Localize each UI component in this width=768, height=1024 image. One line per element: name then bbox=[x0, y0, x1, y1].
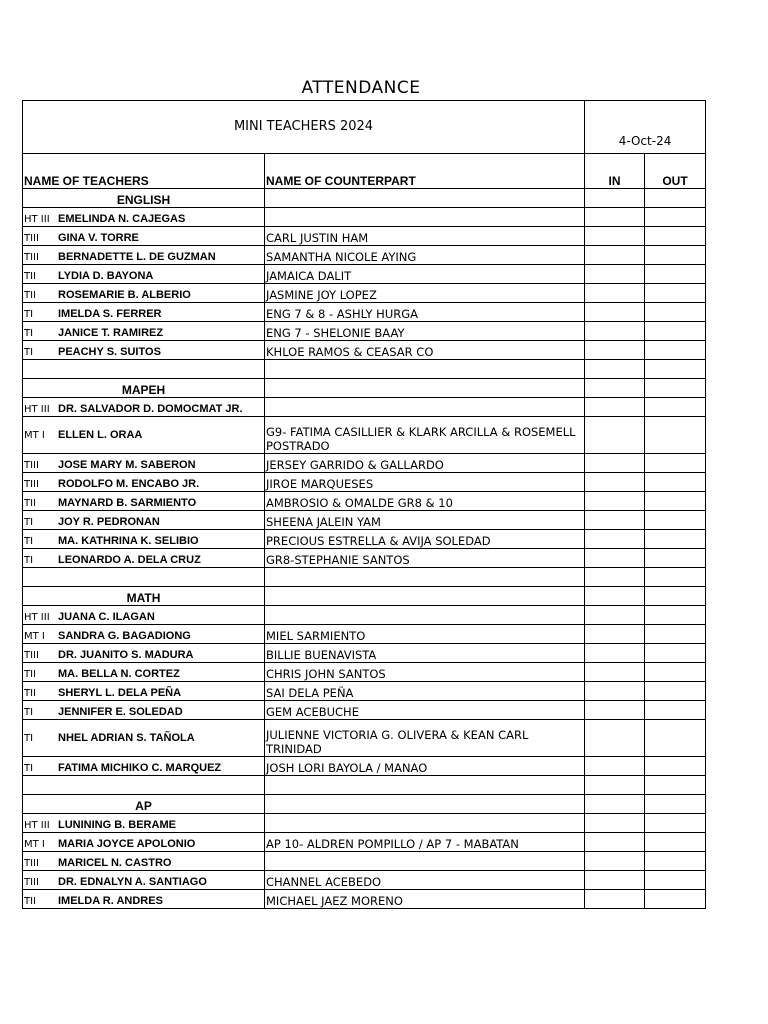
table-row bbox=[23, 284, 706, 303]
counterpart-cell: CHRIS JOHN SANTOS bbox=[265, 663, 585, 682]
teacher-cell bbox=[23, 341, 265, 360]
teacher-rank: TIII bbox=[24, 650, 39, 661]
table-row bbox=[23, 511, 706, 530]
table-row bbox=[23, 871, 706, 890]
in-cell[interactable] bbox=[585, 701, 645, 720]
out-cell[interactable] bbox=[645, 341, 706, 360]
out-cell[interactable] bbox=[645, 606, 706, 625]
teacher-name: DR. JUANITO S. MADURA bbox=[58, 649, 194, 661]
teacher-rank: TIII bbox=[24, 479, 39, 490]
teacher-cell bbox=[23, 398, 265, 417]
teacher-cell bbox=[23, 265, 265, 284]
empty-cell bbox=[265, 379, 585, 398]
blank-row bbox=[23, 776, 706, 795]
teacher-name: MA. BELLA N. CORTEZ bbox=[58, 668, 180, 680]
empty-cell bbox=[23, 360, 265, 379]
counterpart-cell: JULIENNE VICTORIA G. OLIVERA & KEAN CARL TRINIDAD bbox=[265, 720, 585, 757]
out-cell[interactable] bbox=[645, 720, 706, 757]
empty-cell bbox=[585, 189, 645, 208]
section-row bbox=[23, 795, 706, 814]
out-column-header: OUT bbox=[645, 154, 706, 189]
in-cell[interactable] bbox=[585, 757, 645, 776]
table-row bbox=[23, 625, 706, 644]
teacher-name: BERNADETTE L. DE GUZMAN bbox=[58, 251, 216, 263]
empty-cell bbox=[265, 795, 585, 814]
counterpart-cell: PRECIOUS ESTRELLA & AVIJA SOLEDAD bbox=[265, 530, 585, 549]
teacher-cell bbox=[23, 284, 265, 303]
teacher-rank: TIII bbox=[24, 252, 39, 263]
teacher-cell bbox=[23, 227, 265, 246]
teacher-name: DR. SALVADOR D. DOMOCMAT JR. bbox=[58, 403, 243, 415]
teacher-rank: TIII bbox=[24, 233, 39, 244]
in-column-header: IN bbox=[585, 154, 645, 189]
out-cell[interactable] bbox=[645, 852, 706, 871]
in-cell[interactable] bbox=[585, 833, 645, 852]
in-cell[interactable] bbox=[585, 246, 645, 265]
teacher-cell bbox=[23, 492, 265, 511]
teachers-column-header: NAME OF TEACHERS bbox=[23, 154, 265, 189]
section-heading: AP bbox=[23, 795, 265, 814]
teacher-name: JOY R. PEDRONAN bbox=[58, 516, 160, 528]
teacher-rank: TI bbox=[24, 707, 34, 718]
teacher-rank: TI bbox=[24, 517, 34, 528]
out-cell[interactable] bbox=[645, 701, 706, 720]
teacher-cell bbox=[23, 890, 265, 909]
teacher-cell bbox=[23, 644, 265, 663]
empty-cell bbox=[645, 379, 706, 398]
counterpart-cell: CARL JUSTIN HAM bbox=[265, 227, 585, 246]
empty-cell bbox=[265, 360, 585, 379]
teacher-cell bbox=[23, 549, 265, 568]
table-row bbox=[23, 530, 706, 549]
teacher-cell bbox=[23, 720, 265, 757]
counterpart-cell: GEM ACEBUCHE bbox=[265, 701, 585, 720]
counterpart-cell: JERSEY GARRIDO & GALLARDO bbox=[265, 454, 585, 473]
out-cell[interactable] bbox=[645, 814, 706, 833]
table-row bbox=[23, 341, 706, 360]
teacher-cell bbox=[23, 606, 265, 625]
in-cell[interactable] bbox=[585, 549, 645, 568]
teacher-name: JOSE MARY M. SABERON bbox=[58, 459, 196, 471]
teacher-rank: TI bbox=[24, 555, 34, 566]
teacher-cell bbox=[23, 625, 265, 644]
teacher-rank: TII bbox=[24, 290, 37, 301]
in-cell[interactable] bbox=[585, 454, 645, 473]
in-cell[interactable] bbox=[585, 511, 645, 530]
counterpart-cell: GR8-STEPHANIE SANTOS bbox=[265, 549, 585, 568]
table-row bbox=[23, 757, 706, 776]
counterpart-cell bbox=[265, 398, 585, 417]
out-cell[interactable] bbox=[645, 625, 706, 644]
table-row bbox=[23, 606, 706, 625]
date-cell: 4-Oct-24 bbox=[585, 101, 706, 154]
teacher-cell bbox=[23, 530, 265, 549]
counterpart-cell: SHEENA JALEIN YAM bbox=[265, 511, 585, 530]
empty-cell bbox=[585, 568, 645, 587]
out-cell[interactable] bbox=[645, 265, 706, 284]
teacher-cell bbox=[23, 322, 265, 341]
teacher-cell bbox=[23, 833, 265, 852]
teacher-name: PEACHY S. SUITOS bbox=[58, 346, 161, 358]
table-row bbox=[23, 208, 706, 227]
table-row bbox=[23, 265, 706, 284]
teacher-name: LEONARDO A. DELA CRUZ bbox=[58, 554, 201, 566]
in-cell[interactable] bbox=[585, 720, 645, 757]
out-cell[interactable] bbox=[645, 757, 706, 776]
empty-cell bbox=[645, 360, 706, 379]
counterpart-cell: JASMINE JOY LOPEZ bbox=[265, 284, 585, 303]
counterpart-cell: KHLOE RAMOS & CEASAR CO bbox=[265, 341, 585, 360]
table-row bbox=[23, 833, 706, 852]
teacher-rank: TII bbox=[24, 688, 37, 699]
empty-cell bbox=[645, 189, 706, 208]
counterpart-cell bbox=[265, 814, 585, 833]
teacher-rank: TI bbox=[24, 763, 34, 774]
teacher-name: MARIA JOYCE APOLONIO bbox=[58, 838, 196, 850]
counterpart-cell: G9- FATIMA CASILLIER & KLARK ARCILLA & ROSEMELL POSTRADO bbox=[265, 417, 585, 454]
teacher-rank: TIII bbox=[24, 460, 39, 471]
table-row bbox=[23, 473, 706, 492]
in-cell[interactable] bbox=[585, 814, 645, 833]
in-cell[interactable] bbox=[585, 890, 645, 909]
out-cell[interactable] bbox=[645, 246, 706, 265]
in-cell[interactable] bbox=[585, 663, 645, 682]
teacher-name: MARICEL N. CASTRO bbox=[58, 857, 172, 869]
in-cell[interactable] bbox=[585, 644, 645, 663]
section-row bbox=[23, 587, 706, 606]
page-title: ATTENDANCE bbox=[301, 78, 421, 98]
teacher-name: JENNIFER E. SOLEDAD bbox=[58, 706, 183, 718]
teacher-name: JANICE T. RAMIREZ bbox=[58, 327, 164, 339]
out-cell[interactable] bbox=[645, 890, 706, 909]
out-cell[interactable] bbox=[645, 530, 706, 549]
out-cell[interactable] bbox=[645, 549, 706, 568]
empty-cell bbox=[585, 587, 645, 606]
empty-cell bbox=[265, 587, 585, 606]
teacher-rank: TIII bbox=[24, 858, 39, 869]
table-row bbox=[23, 227, 706, 246]
empty-cell bbox=[585, 795, 645, 814]
teacher-cell bbox=[23, 701, 265, 720]
counterpart-cell: ENG 7 & 8 - ASHLY HURGA bbox=[265, 303, 585, 322]
empty-cell bbox=[585, 776, 645, 795]
in-cell[interactable] bbox=[585, 871, 645, 890]
blank-row bbox=[23, 568, 706, 587]
empty-cell bbox=[265, 568, 585, 587]
out-cell[interactable] bbox=[645, 833, 706, 852]
blank-row bbox=[23, 360, 706, 379]
teacher-cell bbox=[23, 208, 265, 227]
counterpart-cell: MICHAEL JAEZ MORENO bbox=[265, 890, 585, 909]
table-row bbox=[23, 492, 706, 511]
teacher-rank: TII bbox=[24, 669, 37, 680]
out-cell[interactable] bbox=[645, 511, 706, 530]
teacher-rank: TII bbox=[24, 896, 37, 907]
teacher-cell bbox=[23, 871, 265, 890]
table-row bbox=[23, 852, 706, 871]
teacher-rank: TI bbox=[24, 309, 34, 320]
teacher-name: DR. EDNALYN A. SANTIAGO bbox=[58, 876, 207, 888]
in-cell[interactable] bbox=[585, 303, 645, 322]
in-cell[interactable] bbox=[585, 606, 645, 625]
teacher-name: NHEL ADRIAN S. TAÑOLA bbox=[58, 731, 195, 744]
counterpart-cell bbox=[265, 606, 585, 625]
in-cell[interactable] bbox=[585, 625, 645, 644]
counterpart-cell: BILLIE BUENAVISTA bbox=[265, 644, 585, 663]
teacher-rank: MT I bbox=[24, 839, 45, 850]
counterpart-cell: SAI DELA PEÑA bbox=[265, 682, 585, 701]
teacher-name: SHERYL L. DELA PEÑA bbox=[58, 687, 182, 699]
in-cell[interactable] bbox=[585, 530, 645, 549]
table-row bbox=[23, 682, 706, 701]
teacher-name: IMELDA R. ANDRES bbox=[58, 895, 163, 907]
out-cell[interactable] bbox=[645, 398, 706, 417]
teacher-name: MAYNARD B. SARMIENTO bbox=[58, 497, 197, 509]
teacher-cell bbox=[23, 303, 265, 322]
teacher-cell bbox=[23, 663, 265, 682]
in-cell[interactable] bbox=[585, 473, 645, 492]
teacher-name: GINA V. TORRE bbox=[58, 232, 139, 244]
teacher-rank: HT III bbox=[24, 820, 50, 831]
counterpart-cell: JAMAICA DALIT bbox=[265, 265, 585, 284]
teacher-name: SANDRA G. BAGADIONG bbox=[58, 630, 191, 642]
table-row bbox=[23, 644, 706, 663]
counterpart-cell: MIEL SARMIENTO bbox=[265, 625, 585, 644]
teacher-name: LUNINING B. BERAME bbox=[58, 819, 176, 831]
empty-cell bbox=[645, 776, 706, 795]
out-cell[interactable] bbox=[645, 871, 706, 890]
teacher-rank: TIII bbox=[24, 877, 39, 888]
teacher-cell bbox=[23, 814, 265, 833]
out-cell[interactable] bbox=[645, 454, 706, 473]
teacher-cell bbox=[23, 757, 265, 776]
section-row bbox=[23, 189, 706, 208]
teacher-rank: TII bbox=[24, 498, 37, 509]
teacher-name: JUANA C. ILAGAN bbox=[58, 611, 155, 623]
empty-cell bbox=[265, 776, 585, 795]
counterpart-cell bbox=[265, 208, 585, 227]
subtitle: MINI TEACHERS 2024 bbox=[23, 101, 585, 154]
section-row bbox=[23, 379, 706, 398]
teacher-name: RODOLFO M. ENCABO JR. bbox=[58, 478, 200, 490]
counterpart-column-header: NAME OF COUNTERPART bbox=[265, 154, 585, 189]
out-cell[interactable] bbox=[645, 644, 706, 663]
in-cell[interactable] bbox=[585, 682, 645, 701]
table-row bbox=[23, 814, 706, 833]
attendance-table bbox=[22, 100, 706, 909]
column-header-row bbox=[23, 154, 706, 189]
teacher-name: ROSEMARIE B. ALBERIO bbox=[58, 289, 191, 301]
in-cell[interactable] bbox=[585, 208, 645, 227]
out-cell[interactable] bbox=[645, 303, 706, 322]
empty-cell bbox=[645, 795, 706, 814]
table-row bbox=[23, 246, 706, 265]
teacher-rank: HT III bbox=[24, 404, 50, 415]
table-row bbox=[23, 398, 706, 417]
teacher-name: IMELDA S. FERRER bbox=[58, 308, 162, 320]
counterpart-cell: JIROE MARQUESES bbox=[265, 473, 585, 492]
in-cell[interactable] bbox=[585, 852, 645, 871]
teacher-rank: HT III bbox=[24, 612, 50, 623]
table-row bbox=[23, 890, 706, 909]
section-heading: MAPEH bbox=[23, 379, 265, 398]
in-cell[interactable] bbox=[585, 227, 645, 246]
teacher-name: MA. KATHRINA K. SELIBIO bbox=[58, 535, 199, 547]
out-cell[interactable] bbox=[645, 492, 706, 511]
table-row bbox=[23, 663, 706, 682]
in-cell[interactable] bbox=[585, 492, 645, 511]
teacher-cell bbox=[23, 454, 265, 473]
empty-cell bbox=[23, 568, 265, 587]
out-cell[interactable] bbox=[645, 417, 706, 454]
teacher-cell bbox=[23, 682, 265, 701]
out-cell[interactable] bbox=[645, 208, 706, 227]
teacher-rank: TI bbox=[24, 347, 34, 358]
empty-cell bbox=[265, 189, 585, 208]
out-cell[interactable] bbox=[645, 227, 706, 246]
counterpart-cell: AP 10- ALDREN POMPILLO / AP 7 - MABATAN bbox=[265, 833, 585, 852]
in-cell[interactable] bbox=[585, 284, 645, 303]
teacher-rank: TI bbox=[24, 732, 34, 744]
counterpart-cell bbox=[265, 852, 585, 871]
teacher-name: FATIMA MICHIKO C. MARQUEZ bbox=[58, 762, 222, 774]
counterpart-cell: AMBROSIO & OMALDE GR8 & 10 bbox=[265, 492, 585, 511]
in-cell[interactable] bbox=[585, 341, 645, 360]
empty-cell bbox=[585, 360, 645, 379]
table-row bbox=[23, 701, 706, 720]
teacher-rank: MT I bbox=[24, 631, 45, 642]
counterpart-cell: SAMANTHA NICOLE AYING bbox=[265, 246, 585, 265]
empty-cell bbox=[585, 379, 645, 398]
out-cell[interactable] bbox=[645, 682, 706, 701]
teacher-cell bbox=[23, 246, 265, 265]
teacher-name: LYDIA D. BAYONA bbox=[58, 270, 154, 282]
empty-cell bbox=[645, 568, 706, 587]
out-cell[interactable] bbox=[645, 473, 706, 492]
in-cell[interactable] bbox=[585, 398, 645, 417]
teacher-cell bbox=[23, 852, 265, 871]
teacher-cell bbox=[23, 511, 265, 530]
table-row bbox=[23, 417, 706, 454]
counterpart-cell: ENG 7 - SHELONIE BAAY bbox=[265, 322, 585, 341]
in-cell[interactable] bbox=[585, 322, 645, 341]
teacher-rank: TI bbox=[24, 328, 34, 339]
empty-cell bbox=[645, 587, 706, 606]
teacher-rank: HT III bbox=[24, 214, 50, 225]
teacher-name: EMELINDA N. CAJEGAS bbox=[58, 213, 186, 225]
counterpart-cell: JOSH LORI BAYOLA / MANAO bbox=[265, 757, 585, 776]
section-heading: ENGLISH bbox=[23, 189, 265, 208]
table-row bbox=[23, 549, 706, 568]
teacher-cell bbox=[23, 473, 265, 492]
section-heading: MATH bbox=[23, 587, 265, 606]
out-cell[interactable] bbox=[645, 663, 706, 682]
table-row bbox=[23, 303, 706, 322]
counterpart-cell: CHANNEL ACEBEDO bbox=[265, 871, 585, 890]
in-cell[interactable] bbox=[585, 417, 645, 454]
teacher-rank: TI bbox=[24, 536, 34, 547]
teacher-cell bbox=[23, 417, 265, 454]
empty-cell bbox=[23, 776, 265, 795]
teacher-rank: TII bbox=[24, 271, 37, 282]
out-cell[interactable] bbox=[645, 322, 706, 341]
in-cell[interactable] bbox=[585, 265, 645, 284]
header-row bbox=[23, 101, 706, 154]
table-row bbox=[23, 322, 706, 341]
teacher-name: ELLEN L. ORAA bbox=[58, 428, 143, 441]
teacher-rank: MT I bbox=[24, 429, 45, 441]
table-row bbox=[23, 720, 706, 757]
table-row bbox=[23, 454, 706, 473]
out-cell[interactable] bbox=[645, 284, 706, 303]
